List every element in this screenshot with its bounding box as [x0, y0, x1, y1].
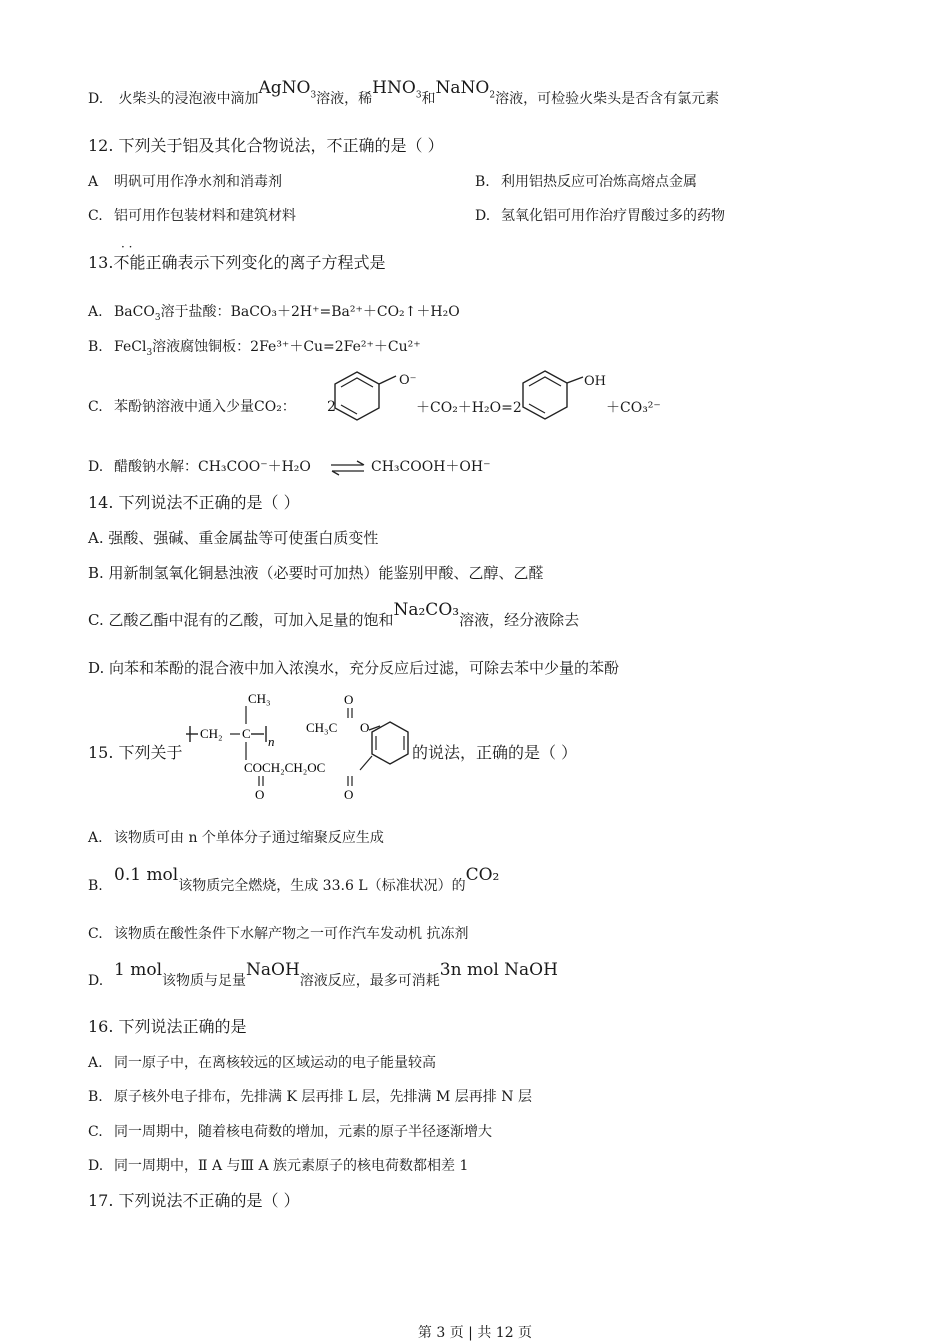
option-label: B. — [88, 339, 103, 355]
page-footer: 第 3 页 | 共 12 页 — [417, 1325, 533, 1341]
option-text: 同一原子中，在离核较远的区域运动的电子能量较高 — [114, 1055, 436, 1071]
option-text: 同一周期中，Ⅱ A 与Ⅲ A 族元素原子的核电荷数都相差 1 — [114, 1158, 469, 1174]
q13-option-d — [88, 457, 311, 477]
phenol-oh-label: OH — [584, 374, 606, 389]
equation: BaCO₃＋2H⁺=Ba²⁺＋CO₂↑＋H₂O — [230, 304, 460, 320]
option-label: D. — [475, 208, 491, 224]
option-text: C. 乙酸乙酯中混有的乙酸，可加入足量的饱和 — [88, 611, 394, 629]
option-text: 该物质可由 n 个单体分子通过缩聚反应生成 — [114, 830, 384, 846]
q16-option-a — [88, 1053, 436, 1073]
quantity-1-mol: 1 mol — [114, 960, 163, 980]
q14-option-a: A. 强酸、强碱、重金属盐等可使蛋白质变性 — [88, 529, 379, 547]
q16-option-c — [88, 1122, 492, 1142]
option-text: 和 — [421, 91, 436, 107]
option-label: C. — [88, 1124, 103, 1140]
q11-option-d — [88, 78, 720, 109]
carbonate-term: ＋CO₃²⁻ — [606, 400, 661, 416]
option-text: 溶液，可检验火柴头是否含有氯元素 — [495, 91, 720, 107]
question-text: 不能正确表示下列变化的离子方程式是 — [113, 253, 386, 272]
q15-stem-start: 15. 下列关于 — [88, 743, 183, 762]
q15-option-d — [88, 960, 558, 991]
option-text: 醋酸钠水解： — [114, 459, 198, 475]
repeat-n-label: n — [268, 734, 275, 749]
q12-option-c — [88, 206, 296, 226]
option-label: A. — [88, 830, 103, 846]
equation-rhs: CH₃COOH＋OH⁻ — [371, 459, 491, 475]
option-label: A. — [88, 1055, 103, 1071]
option-text: 该物质与足量 — [162, 973, 247, 989]
option-text: 溶液反应，最多可消耗 — [299, 973, 440, 989]
q13-option-c-label — [88, 397, 296, 417]
q12-option-d — [475, 206, 725, 226]
option-label: C. — [88, 926, 103, 942]
option-text: 同一周期中，随着核电荷数的增加，元素的原子半径逐渐增大 — [114, 1124, 492, 1140]
formula-naoh: NaOH — [246, 960, 300, 980]
q15-option-b — [88, 865, 500, 896]
q15-option-a — [88, 828, 384, 848]
q16-option-d — [88, 1156, 468, 1176]
formula-nano2: NaNO$_2$ — [435, 78, 496, 101]
acetyl-label: CH₃C — [306, 720, 338, 735]
option-text: 苯酚钠溶液中通入少量CO₂： — [114, 399, 296, 415]
ester-chain-label: COCH₂CH₂OC — [244, 760, 326, 775]
option-label: D. — [88, 459, 104, 475]
acetyl-o-label: O — [344, 692, 354, 707]
methyl-label: CH₃ — [248, 691, 271, 706]
option-text: 该物质在酸性条件下水解产物之一可作汽车发动机 抗冻剂 — [114, 926, 469, 942]
option-text: FeCl — [114, 339, 147, 355]
option-text: 该物质完全燃烧，生成 33.6 L（标准状况）的 — [178, 878, 466, 894]
q14-option-d: D. 向苯和苯酚的混合液中加入浓溴水，充分反应后过滤，可除去苯中少量的苯酚 — [88, 659, 620, 677]
q13-option-a: A. BaCO$_3$溶于盐酸：BaCO₃＋2H⁺=Ba²⁺＋CO₂↑＋H₂O — [88, 304, 460, 323]
option-label: C. — [88, 208, 103, 224]
q14-option-c — [88, 600, 580, 630]
equation-lhs: CH₃COO⁻＋H₂O — [198, 459, 311, 475]
q14-stem: 14. 下列说法不正确的是（ ） — [88, 493, 300, 512]
q13-option-b: B. FeCl$_3$溶液腐蚀铜板：2Fe³⁺＋Cu=2Fe²⁺＋Cu²⁺ — [88, 339, 421, 358]
formula-na2co3: Na₂CO₃ — [393, 600, 460, 620]
carbonyl-o-label-1: O — [255, 787, 265, 802]
emphasis-dots: · · — [121, 240, 133, 254]
q16-option-b — [88, 1087, 532, 1107]
polymer-structure — [184, 688, 416, 802]
option-label: D. — [88, 1158, 104, 1174]
option-text: 火柴头的浸泡液中滴加 — [118, 91, 259, 107]
quantity-3n-mol-naoh: 3n mol NaOH — [439, 960, 558, 980]
option-label: B. — [88, 1089, 103, 1105]
equation: 2Fe³⁺＋Cu=2Fe²⁺＋Cu²⁺ — [250, 339, 421, 355]
quaternary-c-label: C — [242, 726, 251, 741]
q12-option-a — [88, 172, 282, 192]
option-text: 溶液腐蚀铜板： — [152, 339, 251, 355]
phenoxide-o-label: O⁻ — [399, 373, 417, 388]
option-label: D. — [88, 91, 104, 107]
option-text: 利用铝热反应可冶炼高熔点金属 — [501, 174, 697, 190]
equation-middle: ＋CO₂＋H₂O=2 — [416, 400, 522, 416]
question-number: 13. — [88, 253, 114, 272]
option-label: C. — [88, 399, 103, 415]
option-label: A. — [88, 304, 103, 320]
carbonyl-o-label-2: O — [344, 787, 354, 802]
option-text: 氢氧化铝可用作治疗胃酸过多的药物 — [501, 208, 725, 224]
q15-option-c — [88, 924, 468, 944]
q12-option-b — [475, 172, 697, 192]
coefficient: 2 — [327, 399, 336, 415]
option-label: B. — [88, 878, 103, 894]
equilibrium-arrow-icon — [329, 460, 367, 476]
option-text: 溶于盐酸： — [160, 304, 231, 320]
ch2-label: CH₂ — [200, 726, 223, 741]
option-text: BaCO — [114, 304, 155, 320]
q13-stem — [88, 253, 385, 273]
q14-option-b: B. 用新制氢氧化铜悬浊液（必要时可加热）能鉴别甲酸、乙醇、乙醛 — [88, 564, 544, 582]
formula-co2: CO₂ — [465, 865, 500, 885]
formula-agno3: AgNO$_3$ — [258, 78, 317, 101]
formula-hno3: $HNO_3$ — [372, 78, 422, 101]
option-text: 原子核外电子排布，先排满 K 层再排 L 层，先排满 M 层再排 N 层 — [114, 1089, 532, 1105]
option-text: 溶液，经分液除去 — [459, 611, 580, 629]
q17-stem: 17. 下列说法不正确的是（ ） — [88, 1191, 300, 1210]
option-label: D. — [88, 973, 104, 989]
option-text: 铝可用作包装材料和建筑材料 — [114, 208, 296, 224]
q12-stem: 12. 下列关于铝及其化合物说法，不正确的是（ ） — [88, 136, 444, 155]
option-label: B. — [475, 174, 490, 190]
option-label: A — [88, 174, 99, 190]
option-text: 溶液，稀 — [316, 91, 373, 107]
q15-stem-end: 的说法，正确的是（ ） — [412, 743, 578, 762]
quantity-0-1-mol: 0.1 mol — [114, 865, 179, 885]
ether-o-label: O — [360, 720, 370, 735]
option-text: 明矾可用作净水剂和消毒剂 — [114, 174, 282, 190]
q16-stem: 16. 下列说法正确的是 — [88, 1017, 247, 1036]
